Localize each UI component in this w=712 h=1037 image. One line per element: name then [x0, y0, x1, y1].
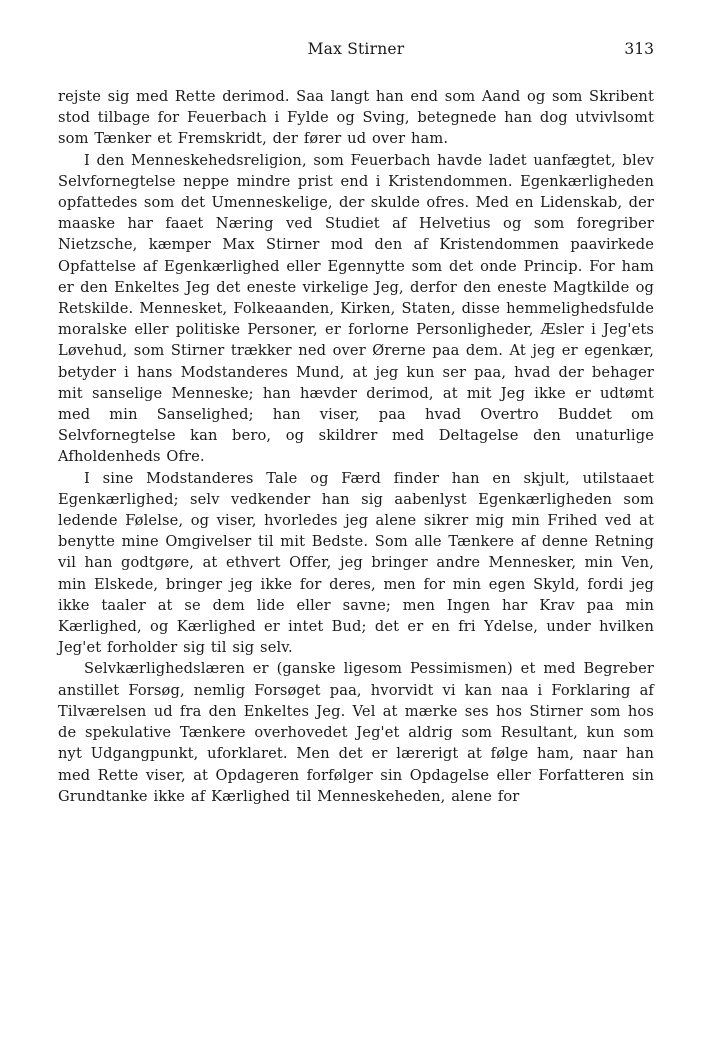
running-title: Max Stirner	[307, 40, 405, 58]
paragraph-continuation: rejste sig med Rette derimod. Saa langt han end som Aand og som Skribent stod tilbage for Feuerbach i Fylde og Sving, betegnede han dog utvivlsomt som Tænker et Fremskridt, der fører ud over ham.	[58, 88, 654, 148]
paragraph-menneskehedsreligion: I den Menneskehedsreligion, som Feuerbach havde ladet uanfægtet, blev Selvfornegtelse neppe mindre prist end i Kristendommen. Egenkærligheden opfattedes som det Umenneskelige, der skulde ofres. Med en Lidenskab, der maaske har faaet Næring ved Studiet af Helvetius og som foregriber Nietzsche, kæmper Max Stirner mod den af Kristendommen paavirkede Opfattelse af Egenkærlighed eller Egennytte som det onde Princip. For ham er den Enkeltes Jeg det eneste virkelige Jeg, derfor den eneste Magtkilde og Retskilde. Mennesket, Folkeaanden, Kirken, Staten, disse hemmelighedsfulde moralske eller politiske Personer, er forlorne Personligheder, Æsler i Jeg'ets Løvehud, som Stirner trækker ned over Ørerne paa dem. At jeg er egenkær, betyder i hans Modstanderes Mund, at jeg kun ser paa, hvad der behager mit sanselige Menneske; han hævder derimod, at mit Jeg ikke er udtømt med min Sanselighed; han viser, paa hvad Overtro Buddet om Selvfornegtelse kan bero, og skildrer med Deltagelse den unaturlige Afholdenheds Ofre.	[58, 151, 654, 466]
book-page	[58, 40, 654, 1030]
page-number: 313	[624, 40, 654, 58]
paragraph-modstanderes-tale: I sine Modstanderes Tale og Færd finder han en skjult, utilstaaet Egenkærlighed; selv vedkender han sig aabenlyst Egenkærligheden som ledende Følelse, og viser, hvorledes jeg alene sikrer mig min Frihed ved at benytte mine Omgivelser til mit Bedste. Som alle Tænkere af denne Retning vil han godtgøre, at ethvert Offer, jeg bringer andre Mennesker, min Ven, min Elskede, bringer jeg ikke for deres, men for min egen Skyld, fordi jeg ikke taaler at se dem lide eller savne; men Ingen har Krav paa min Kærlighed, og Kærlighed er intet Bud; det er en fri Ydelse, under hvilken Jeg'et forholder sig til sig selv.	[58, 469, 654, 657]
paragraph-selvkaerlighedslaeren: Selvkærlighedslæren er (ganske ligesom Pessimismen) et med Begreber anstillet Forsøg, nemlig Forsøget paa, hvorvidt vi kan naa i Forklaring af Tilværelsen ud fra den Enkeltes Jeg. Vel at mærke ses hos Stirner som hos de spekulative Tænkere overhovedet Jeg'et aldrig som Resultant, kun som nyt Udgangpunkt, uforklaret. Men det er lærerigt at følge ham, naar han med Rette viser, at Opdageren forfølger sin Opdagelse eller Forfatteren sin Grundtanke ikke af Kærlighed til Menneskeheden, alene for	[58, 660, 654, 805]
running-head	[58, 40, 654, 70]
text-body	[58, 86, 654, 807]
